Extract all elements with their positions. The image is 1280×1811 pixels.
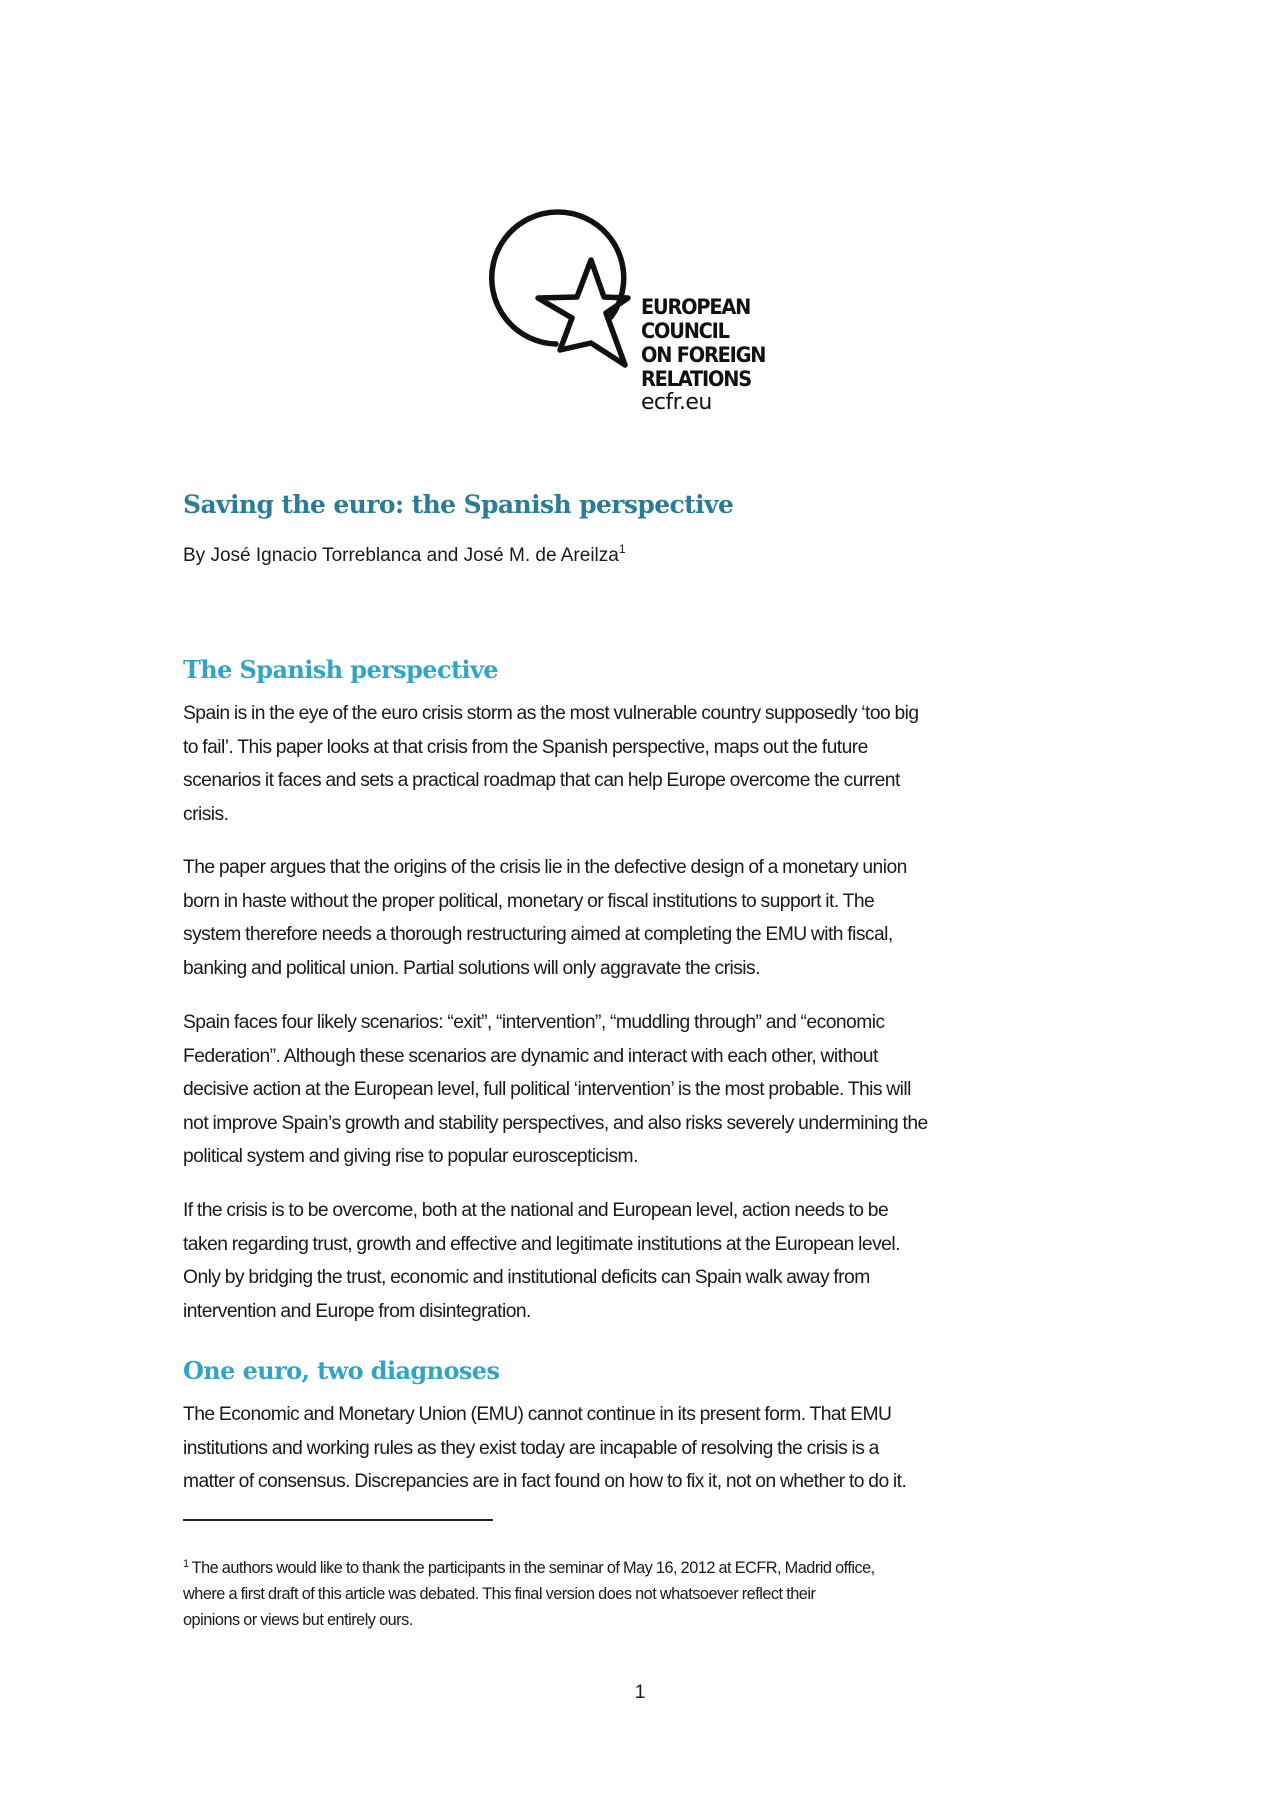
text-line: Only by bridging the trust, economic and institutional deficits can Spain walk away from xyxy=(183,1267,870,1289)
text-line: opinions or views but entirely ours. xyxy=(183,1611,413,1629)
logo-url: ecfr.eu xyxy=(641,390,712,415)
text-line: where a first draft of this article was debated. This final version does not whatsoever reflect their xyxy=(183,1585,816,1603)
footnote xyxy=(183,1555,1113,1633)
logo-line: ON FOREIGN xyxy=(641,343,766,367)
text-line: not improve Spain’s growth and stability perspectives, and also risks severely undermining the xyxy=(183,1112,928,1134)
footnote-ref[interactable]: 1 xyxy=(618,542,626,556)
logo-line: EUROPEAN xyxy=(641,295,751,319)
text-line: banking and political union. Partial solutions will only aggravate the crisis. xyxy=(183,957,760,979)
document-title: Saving the euro: the Spanish perspective xyxy=(183,490,734,519)
text-line: system therefore needs a thorough restructuring aimed at completing the EMU with fiscal, xyxy=(183,924,893,946)
paragraph xyxy=(183,697,1113,831)
text-line: Spain faces four likely scenarios: “exit”, “intervention”, “muddling through” and “economic xyxy=(183,1012,885,1033)
text-line: scenarios it faces and sets a practical roadmap that can help Europe overcome the current xyxy=(183,770,900,792)
text-line: decisive action at the European level, full political ‘intervention’ is the most probable. This will xyxy=(183,1079,911,1101)
text-line: Federation”. Although these scenarios are dynamic and interact with each other, without xyxy=(183,1045,878,1067)
paragraph xyxy=(183,1194,1113,1328)
text-line: Spain is in the eye of the euro crisis storm as the most vulnerable country supposedly ‘too big xyxy=(183,703,919,724)
text-line: If the crisis is to be overcome, both at the national and European level, action needs to be xyxy=(183,1200,889,1221)
text-line xyxy=(183,1555,1113,1581)
byline xyxy=(183,542,626,567)
logo-line: COUNCIL xyxy=(641,319,729,343)
text-line: institutions and working rules as they exist today are incapable of resolving the crisis is a xyxy=(183,1437,879,1459)
text-line: born in haste without the proper political, monetary or fiscal institutions to support it. The xyxy=(183,890,875,912)
text-line: taken regarding trust, growth and effective and legitimate institutions at the European level. xyxy=(183,1233,900,1255)
text-line: The Economic and Monetary Union (EMU) cannot continue in its present form. That EMU xyxy=(183,1404,892,1425)
text-line: matter of consensus. Discrepancies are in fact found on how to fix it, not on whether to do it. xyxy=(183,1471,907,1493)
byline-authors: By José Ignacio Torreblanca and José M. de Areilza xyxy=(183,545,619,566)
text-line: crisis. xyxy=(183,803,229,825)
text-line: to fail’. This paper looks at that crisis from the Spanish perspective, maps out the future xyxy=(183,736,868,758)
paragraph xyxy=(183,1398,1113,1499)
section-heading: One euro, two diagnoses xyxy=(183,1356,500,1385)
paragraph xyxy=(183,851,1113,985)
text-line: intervention and Europe from disintegration. xyxy=(183,1300,531,1322)
text-line: The paper argues that the origins of the crisis lie in the defective design of a monetary union xyxy=(183,857,907,878)
logo-line: RELATIONS xyxy=(641,367,751,391)
page-number: 1 xyxy=(634,1682,646,1703)
footnote-separator xyxy=(183,1519,493,1521)
paragraph xyxy=(183,1006,1113,1174)
text-line: political system and giving rise to popular euroscepticism. xyxy=(183,1146,638,1168)
logo-wordmark xyxy=(641,295,765,391)
footnote-number: 1 xyxy=(183,1558,189,1570)
ecfr-logo xyxy=(488,205,808,420)
footnote-text: The authors would like to thank the participants in the seminar of May 16, 2012 at ECFR, Madrid office, xyxy=(191,1559,875,1577)
section-heading: The Spanish perspective xyxy=(183,655,498,684)
